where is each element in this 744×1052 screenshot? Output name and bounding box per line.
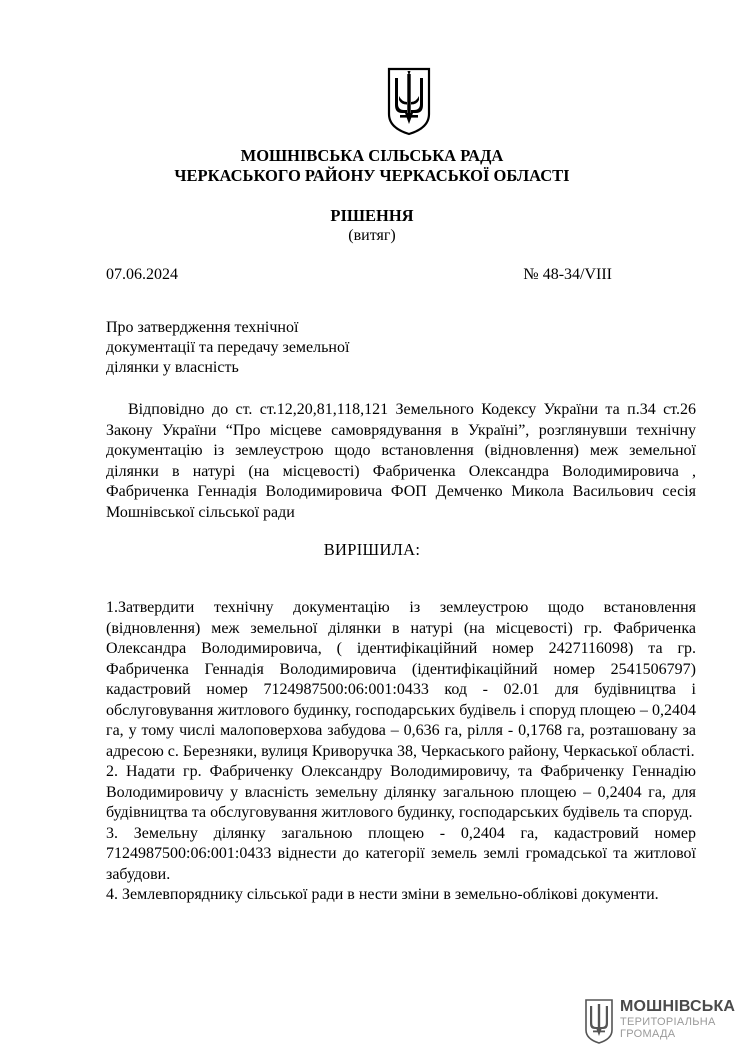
subject-line: документації та передачу земельної <box>106 339 350 356</box>
community-logo <box>584 996 734 1046</box>
decision-number: № 48-34/VIII <box>523 266 612 283</box>
subject-line: Про затвердження технічної <box>106 319 299 336</box>
preamble-paragraph: Відповідно до ст. ст.12,20,81,118,121 Земельного Кодексу України та п.34 ст.26 Закону України “Про місцеве самоврядування в Україні”, розглянувши технічну документацію із землеустрою щодо встановлення (відновлення) меж земельної ділянки в натурі (на місцевості) Фабриченка Олександра Володимировича , Фабриченка Геннадія Володимировича ФОП Демченко Микола Васильович сесія Мошнівської сільської ради <box>106 401 696 521</box>
council-name: МОШНІВСЬКА СІЛЬСЬКА РАДА <box>240 146 504 165</box>
logo-subtitle: ТЕРИТОРІАЛЬНА <box>620 1016 716 1028</box>
trident-logo-icon <box>584 998 614 1044</box>
resolution-item: 2. Надати гр. Фабриченку Олександру Володимировичу, та Фабриченку Геннадію Володимировичу у власність земельну ділянку загальною площею – 0,2404 га, для будівництва та обслуговування житлового будинку, господарських будівель та споруд. <box>106 763 696 821</box>
resolution-item: 1.Затвердити технічну документацію із землеустрою щодо встановлення (відновлення) меж земельної ділянки в натурі (на місцевості) гр. Фабриченка Олександра Володимировича, ( ідентифікаційний номер 2427116098) та гр. Фабриченка Геннадія Володимировича (ідентифікаційний номер 2541506797) кадастровий номер 7124987500:06:001:0433 код - 02.01 для будівництва і обслуговування житлового будинку, господарських будівель і споруд площею – 0,2404 га, у тому числі малоповерхова забудова – 0,636 га, рілля - 0,1768 га, розташовану за адресою с. Березняки, вулиця Криворучка 38, Черкаського району, Черкаської області. <box>106 599 696 760</box>
resolved-heading: ВИРІШИЛА: <box>323 540 421 559</box>
decision-date: 07.06.2024 <box>106 266 178 283</box>
decision-subject <box>106 318 406 378</box>
document-type: РІШЕННЯ <box>330 206 414 225</box>
logo-title: МОШНІВСЬКА <box>620 998 736 1015</box>
resolution-items <box>106 598 696 906</box>
council-region: ЧЕРКАСЬКОГО РАЙОНУ ЧЕРКАСЬКОЇ ОБЛАСТІ <box>174 166 570 185</box>
trident-coat-of-arms-icon <box>386 66 432 136</box>
document-subtype: (витяг) <box>348 227 396 244</box>
subject-line: ділянки у власність <box>106 359 239 376</box>
resolution-item: 3. Земельну ділянку загальною площею - 0,2404 га, кадастровий номер 7124987500:06:001:0433 віднести до категорії земель землі громадської та житлової забудови. <box>106 824 696 883</box>
logo-subtitle: ГРОМАДА <box>620 1028 676 1040</box>
resolution-item: 4. Землевпорядникy сільської ради в нести зміни в земельно-облікові документи. <box>106 886 659 903</box>
